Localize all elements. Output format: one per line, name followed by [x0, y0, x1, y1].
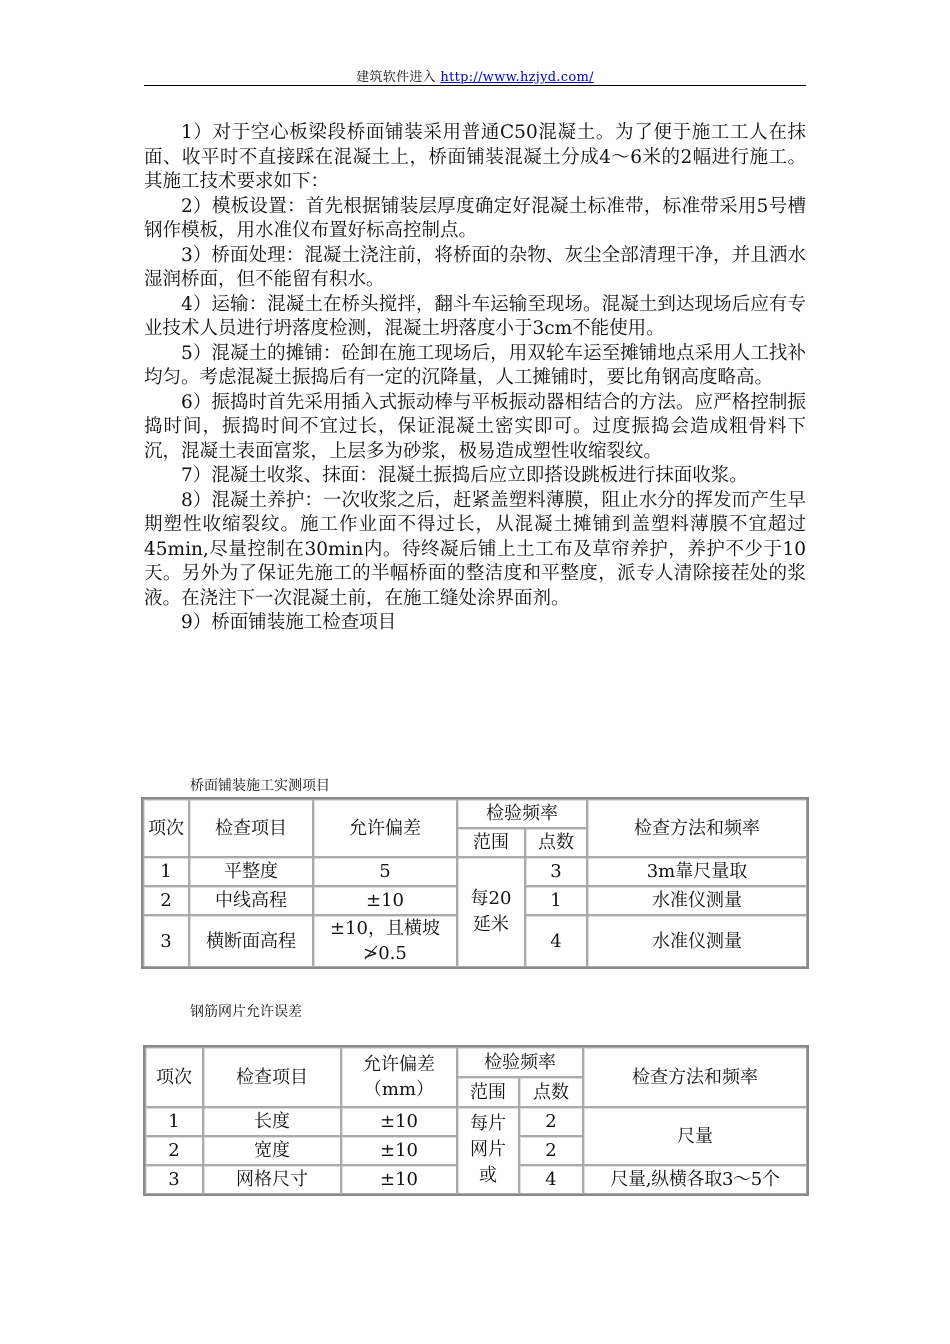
cell-method: 尺量,纵横各取3～5个 — [583, 1165, 807, 1194]
cell-tolerance: ±10 — [341, 1165, 457, 1194]
header-prefix: 建筑软件进入 — [356, 70, 441, 85]
cell-no: 1 — [145, 1107, 203, 1136]
cell-points: 1 — [525, 886, 587, 915]
cell-tolerance: 5 — [313, 857, 457, 886]
header-range: 范围 — [457, 1077, 519, 1107]
table-row — [145, 1107, 807, 1136]
table-header-row — [143, 799, 807, 828]
table2 — [143, 1045, 809, 1196]
header-divider — [144, 85, 806, 86]
cell-points: 2 — [519, 1136, 583, 1165]
paragraph: 6）振捣时首先采用插入式振动棒与平板振动器相结合的方法。应严格控制振捣时间，振捣时间不宜过长，保证混凝土密实即可。过度振捣会造成粗骨料下沉，混凝土表面富浆，上层多为砂浆，极易造成塑性收缩裂纹。 — [144, 391, 806, 462]
paragraph: 9）桥面铺装施工检查项目 — [181, 612, 397, 633]
table-row — [143, 857, 807, 886]
header-item: 检查项目 — [189, 799, 313, 857]
cell-method: 水准仪测量 — [587, 886, 807, 915]
cell-method: 尺量 — [583, 1107, 807, 1165]
paragraph: 4）运输：混凝土在桥头搅拌，翻斗车运输至现场。混凝土到达现场后应有专业技术人员进行坍落度检测，混凝土坍落度小于3cm不能使用。 — [144, 293, 806, 339]
cell-tolerance: ±10 — [341, 1136, 457, 1165]
header-no: 项次 — [143, 799, 189, 857]
cell-item: 中线高程 — [189, 886, 313, 915]
header-points: 点数 — [525, 828, 587, 857]
cell-no: 3 — [143, 915, 189, 967]
table1 — [141, 797, 809, 969]
header-no: 项次 — [145, 1047, 203, 1107]
cell-points: 3 — [525, 857, 587, 886]
cell-range — [457, 1107, 519, 1194]
cell-range — [457, 857, 525, 967]
paragraph: 3）桥面处理：混凝土浇注前，将桥面的杂物、灰尘全部清理干净，并且洒水湿润桥面，但不能留有积水。 — [144, 244, 806, 290]
cell-no: 3 — [145, 1165, 203, 1194]
tolerance-header-text: 允许偏差（mm） — [363, 1054, 435, 1100]
cell-no: 2 — [143, 886, 189, 915]
cell-item: 长度 — [203, 1107, 341, 1136]
cell-tolerance: ±10 — [341, 1107, 457, 1136]
header-frequency: 检验频率 — [457, 799, 587, 828]
cell-item: 平整度 — [189, 857, 313, 886]
paragraph: 8）混凝土养护：一次收浆之后，赶紧盖塑料薄膜，阻止水分的挥发而产生早期塑性收缩裂纹。施工作业面不得过长，从混凝土摊铺到盖塑料薄膜不宜超过45min,尽量控制在30min内。待终凝后铺上土工布及草帘养护，养护不少于10天。另外为了保证先施工的半幅桥面的整洁度和平整度，派专人清除接茬处的浆液。在浇注下一次混凝土前，在施工缝处涂界面剂。 — [144, 489, 806, 609]
table2-caption: 钢筋网片允许误差 — [190, 1004, 302, 1020]
cell-item: 横断面高程 — [189, 915, 313, 967]
body-text — [144, 121, 806, 636]
cell-item: 网格尺寸 — [203, 1165, 341, 1194]
header-link[interactable]: http://www.hzjyd.com/ — [440, 70, 594, 85]
paragraph: 1）对于空心板梁段桥面铺装采用普通C50混凝土。为了便于施工工人在抹面、收平时不直接踩在混凝土上，桥面铺装混凝土分成4～6米的2幅进行施工。其施工技术要求如下： — [144, 122, 806, 192]
header-tolerance: 允许偏差 — [313, 799, 457, 857]
cell-tolerance: ±10 — [313, 886, 457, 915]
table-header-row — [145, 1047, 807, 1077]
header-method: 检查方法和频率 — [583, 1047, 807, 1107]
cell-no: 2 — [145, 1136, 203, 1165]
cell-points: 2 — [519, 1107, 583, 1136]
table1-caption: 桥面铺装施工实测项目 — [190, 778, 330, 794]
cell-tolerance — [313, 915, 457, 967]
header-method: 检查方法和频率 — [587, 799, 807, 857]
header-frequency: 检验频率 — [457, 1047, 583, 1077]
paragraph: 5）混凝土的摊铺：砼卸在施工现场后，用双轮车运至摊铺地点采用人工找补均匀。考虑混凝土振捣后有一定的沉降量，人工摊铺时，要比角钢高度略高。 — [144, 342, 806, 388]
cell-item: 宽度 — [203, 1136, 341, 1165]
header-range: 范围 — [457, 828, 525, 857]
range-text: 每20延米 — [470, 888, 512, 935]
header-item: 检查项目 — [203, 1047, 341, 1107]
header-tolerance — [341, 1047, 457, 1107]
range-text: 每片网片或 — [469, 1113, 506, 1186]
header-points: 点数 — [519, 1077, 583, 1107]
cell-method: 水准仪测量 — [587, 915, 807, 967]
paragraph: 2）模板设置：首先根据铺装层厚度确定好混凝土标准带，标准带采用5号槽钢作模板，用水准仪布置好标高控制点。 — [144, 195, 806, 241]
cell-points: 4 — [525, 915, 587, 967]
tolerance-text: ±10，且横坡≯0.5 — [330, 918, 440, 964]
cell-method: 3m靠尺量取 — [587, 857, 807, 886]
page-header — [0, 66, 950, 85]
cell-no: 1 — [143, 857, 189, 886]
cell-points: 4 — [519, 1165, 583, 1194]
paragraph: 7）混凝土收浆、抹面：混凝土振捣后应立即搭设跳板进行抹面收浆。 — [181, 465, 748, 486]
